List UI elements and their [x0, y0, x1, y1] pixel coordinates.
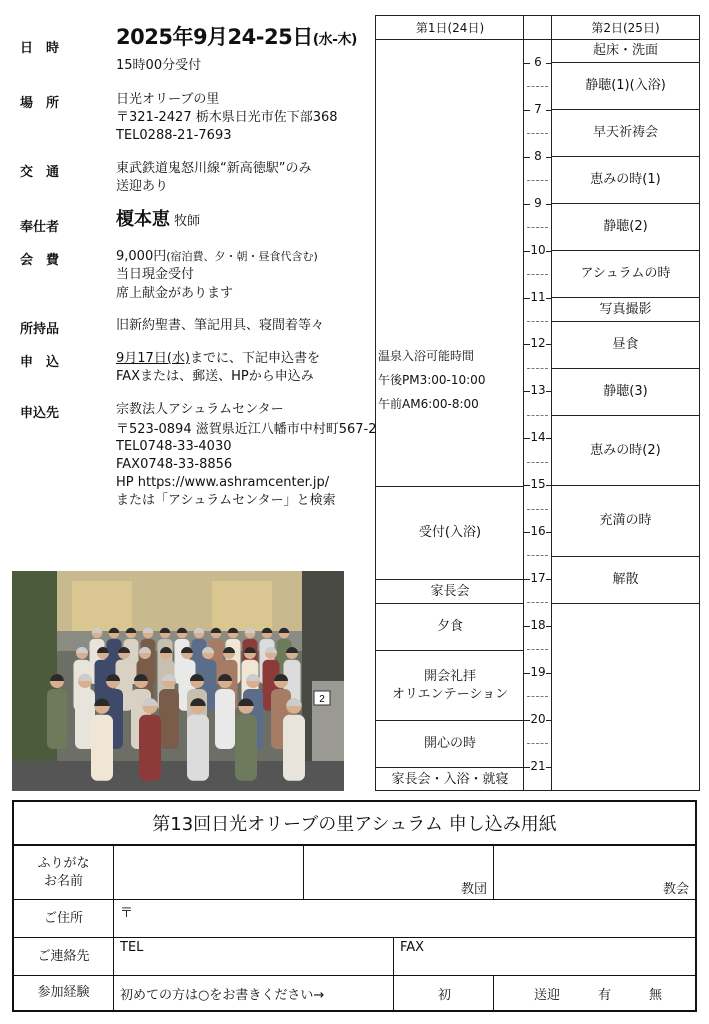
church-field[interactable]: [494, 846, 695, 899]
day2-item: 充満の時: [552, 486, 699, 557]
postal-mark: 〒: [120, 906, 134, 921]
apply-deadline: 9月17日(水): [116, 351, 190, 366]
fee-offering: 席上献金があります: [116, 286, 234, 301]
apply-line1-rest: までに、下記申込書を: [189, 351, 320, 366]
day1-item: 家長会: [376, 580, 524, 604]
day2-item: 早天祈祷会: [552, 110, 699, 157]
day1-header: 第1日(24日): [376, 16, 524, 40]
day1-column: [376, 40, 524, 790]
contact-label: 申込先: [20, 406, 60, 421]
day2-item: 昼食: [552, 322, 699, 369]
day2-item: アシュラムの時: [552, 251, 699, 298]
address-field[interactable]: [114, 900, 695, 937]
experience-note-cell: [114, 976, 394, 1010]
form-row-experience: [14, 976, 695, 1010]
person-figure: [235, 715, 257, 781]
church-label: 教会: [662, 882, 689, 897]
tel-prefix: TEL: [120, 940, 144, 955]
apply-line1: [116, 350, 320, 368]
experience-label: 参加経験: [14, 976, 114, 1010]
name-label: [14, 846, 114, 899]
hour-number: 20: [530, 711, 546, 726]
hour-header: [524, 16, 552, 40]
minister-name: 榎本恵: [116, 209, 170, 230]
day1-item: 開心の時: [376, 721, 524, 768]
application-form: [12, 800, 697, 1012]
hour-number: 21: [530, 758, 546, 773]
date-label: 日 時: [20, 41, 60, 56]
minister-label: 奉仕者: [20, 220, 60, 235]
name-field[interactable]: [114, 846, 304, 899]
form-row-name: [14, 846, 695, 900]
hour-number: 11: [530, 289, 546, 304]
day1-item: 開会礼拝 オリエンテーション: [376, 651, 524, 721]
schedule-table: [375, 15, 700, 791]
person-figure: [215, 689, 235, 749]
photo-sign-number: 2: [319, 694, 325, 705]
items-label: 所持品: [20, 322, 60, 337]
fax-prefix: FAX: [400, 940, 425, 955]
pickup-label: 送迎: [534, 988, 561, 1003]
hour-number: 8: [530, 150, 546, 162]
first-time-field[interactable]: [394, 976, 494, 1010]
place-name: 日光オリーブの里: [116, 92, 220, 107]
form-row-contact: [14, 938, 695, 976]
person-figure: [139, 715, 161, 781]
experience-note: 初めての方は○をお書きください→: [120, 988, 325, 1003]
pickup-no[interactable]: 無: [649, 988, 663, 1003]
first-time-label: 初: [438, 988, 452, 1003]
hour-number: 13: [530, 383, 546, 398]
contact-address: 〒523-0894 滋賀県近江八幡市中村町567-2: [116, 422, 377, 437]
place-tel: TEL0288-21-7693: [116, 128, 232, 143]
date-main: 2025年9月24-25日: [116, 25, 313, 49]
group-photo: [12, 571, 344, 791]
place-label: 場 所: [20, 96, 60, 111]
church-group-field[interactable]: [304, 846, 494, 899]
transport-line2: 送迎あり: [116, 179, 169, 194]
hour-number: 16: [530, 524, 546, 538]
contact-tel: TEL0748-33-4030: [116, 439, 232, 454]
day1-item: 受付(入浴): [376, 487, 524, 580]
transport-line1: 東武鉄道鬼怒川線“新高徳駅”のみ: [116, 161, 312, 176]
day2-item: 恵みの時(2): [552, 416, 699, 486]
hour-number: 18: [530, 617, 546, 632]
minister-title: 牧師: [174, 214, 201, 229]
fee-amount: 9,000円: [116, 249, 167, 264]
contact-fax: FAX0748-33-8856: [116, 457, 233, 472]
day2-header: 第2日(25日): [552, 16, 699, 40]
fax-field[interactable]: [394, 938, 695, 975]
fee-value: [116, 248, 318, 266]
fee-pay: 当日現金受付: [116, 267, 195, 282]
day2-item: 写真撮影: [552, 298, 699, 322]
hour-number: 7: [530, 103, 546, 115]
date-value: [116, 25, 357, 50]
person-figure: [47, 689, 67, 749]
day2-item: 起床・洗面: [552, 40, 699, 63]
hour-number: 12: [530, 336, 546, 351]
hour-number: 14: [530, 430, 546, 445]
hot-spring-pm: 午後PM3:00-10:00: [378, 373, 486, 387]
hour-number: 19: [530, 664, 546, 679]
form-row-address: [14, 900, 695, 938]
items-value: 旧新約聖書、筆記用具、寝間着等々: [116, 318, 325, 333]
place-address: 〒321-2427 栃木県日光市佐下部368: [116, 110, 338, 125]
person-figure: [159, 689, 179, 749]
hot-spring-am: 午前AM6:00-8:00: [378, 397, 479, 411]
day2-item: 静聴(3): [552, 369, 699, 416]
day2-item: 静聴(2): [552, 204, 699, 251]
church-group-label: 教団: [460, 882, 487, 897]
pickup-field[interactable]: [494, 976, 695, 1010]
apply-line2: FAXまたは、郵送、HPから申込み: [116, 369, 314, 384]
tel-field[interactable]: [114, 938, 394, 975]
day2-column: [552, 40, 699, 790]
furigana-label: ふりがな: [37, 855, 90, 871]
fee-note: (宿泊費、夕・朝・昼食代含む): [166, 250, 318, 263]
hot-spring-title: 温泉入浴可能時間: [378, 349, 475, 363]
address-label: ご住所: [14, 900, 114, 937]
minister-value: [116, 211, 200, 231]
day1-item: 家長会・入浴・就寝: [391, 771, 509, 787]
apply-label: 申 込: [20, 355, 60, 370]
day2-item: 恵みの時(1): [552, 157, 699, 204]
fee-label: 会 費: [20, 253, 60, 268]
group-photo-illustration: [12, 571, 344, 791]
hour-number: 15: [530, 477, 546, 492]
hour-number: 10: [530, 242, 546, 257]
day2-item: 静聴(1)(入浴): [552, 63, 699, 110]
person-figure: [283, 715, 305, 781]
contact-hp: HP https://www.ashramcenter.jp/: [116, 475, 330, 490]
date-sub: 15時00分受付: [116, 58, 202, 73]
day2-item: 解散: [552, 557, 699, 604]
person-figure: [187, 715, 209, 781]
fullname-label: お名前: [43, 873, 83, 889]
contact-org: 宗教法人アシュラムセンター: [116, 402, 284, 417]
hour-number: 6: [530, 56, 546, 68]
contact-form-label: ご連絡先: [14, 938, 114, 975]
day1-item: 夕食: [376, 604, 524, 651]
hour-number: 17: [530, 570, 546, 585]
date-weekday: (水-木): [312, 32, 357, 48]
transport-label: 交 通: [20, 165, 60, 180]
hour-number: 9: [530, 197, 546, 209]
hour-column: [524, 40, 551, 790]
person-figure: [91, 715, 113, 781]
pickup-yes[interactable]: 有: [598, 988, 612, 1003]
contact-search: または「アシュラムセンター」と検索: [116, 493, 336, 508]
form-title: 第13回日光オリーブの里アシュラム 申し込み用紙: [14, 802, 695, 846]
